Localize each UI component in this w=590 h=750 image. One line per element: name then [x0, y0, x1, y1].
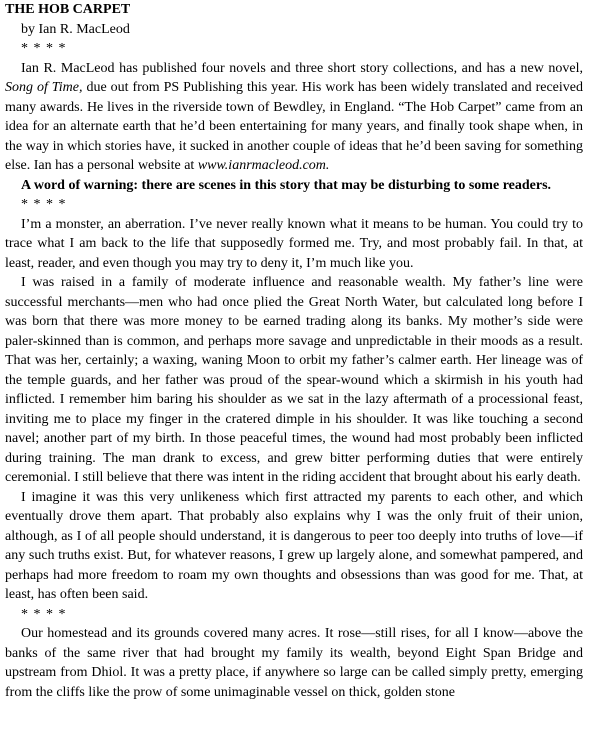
section-separator: * * * *	[21, 197, 67, 212]
intro-text-part1: Ian R. MacLeod has published four novels and three short story collections, and has a new novel,	[21, 60, 583, 76]
story-paragraph: I’m a monster, an aberration. I’ve never really known what it means to be human. You could try to trace what I am back to the life that supposedly formed me. Try, and most probably fail. In that, at least, reader, and even though you may try to deny it, I’m much like you.	[5, 216, 583, 271]
content-warning: A word of warning: there are scenes in this story that may be disturbing to some readers.	[21, 177, 552, 193]
story-title: THE HOB CARPET	[5, 2, 131, 17]
section-separator: * * * *	[21, 41, 67, 56]
intro-book-title: Song of Time,	[5, 80, 83, 95]
section-separator: * * * *	[21, 606, 67, 622]
intro-paragraph	[5, 59, 583, 176]
story-byline: by Ian R. MacLeod	[21, 21, 130, 37]
story-paragraph: Our homestead and its grounds covered many acres. It rose—still rises, for all I know—above the banks of the same river that had brought my family its wealth, beyond Eight Span Bridge and upstream from Dhiol. It was a pretty place, if anywhere so large can be called simply pretty, emerging from the cliffs like the prow of some unimaginable vessel on thick, golden stone	[5, 626, 583, 700]
intro-website: www.ianrmacleod.com.	[197, 158, 330, 173]
document-page	[5, 0, 583, 702]
story-paragraph: I was raised in a family of moderate influence and reasonable wealth. My father’s line were successful merchants—men who had once plied the Great North Water, but calculated long before I was born that there was more money to be earned trading along its banks. My mother’s side were paler-skinned than is common, and perhaps more savage and unpredictable in their moods as a result. That was her, certainly; a waxing, waning Moon to orbit my father’s calmer earth. Her lineage was of the temple guards, and her father was proud of the spear-wound which a skirmish in his youth had inflicted. I remember him baring his shoulder as we sat in the lazy aftermath of a processional feast, inviting me to place my finger in the cratered dimple in his shoulder. It was like touching a second navel; another part of my birth. In those peaceful times, the wound had most probably been inflicted during training. The man drank to excess, and grew bitter performing duties that were entirely ceremonial. I still believe that there was intent in the riding accident that brought about his early death.	[5, 275, 583, 485]
story-paragraph: I imagine it was this very unlikeness which first attracted my parents to each other, and which eventually drove them apart. That probably also explains why I was the only fruit of their union, although, as I of all people should understand, it is dangerous to peer too deeply into truths of love—if any such truths exist. But, for whatever reasons, I grew up largely alone, and somewhat pampered, and perhaps had more freedom to roam my own thoughts and obsessions than was good for me. That, at least, has often been said.	[5, 489, 583, 602]
intro-text-part2: due out from PS Publishing this year. His work has been widely translated and received many awards. He lives in the riverside town of Bewdley, in England. “The Hob Carpet” came from an idea for an alternate earth that he’d been entertaining for many years, and finally took shape when, in the way in which stories have, it sucked in another couple of ideas that he’d been saving for something else. Ian has a personal website at	[5, 80, 583, 173]
